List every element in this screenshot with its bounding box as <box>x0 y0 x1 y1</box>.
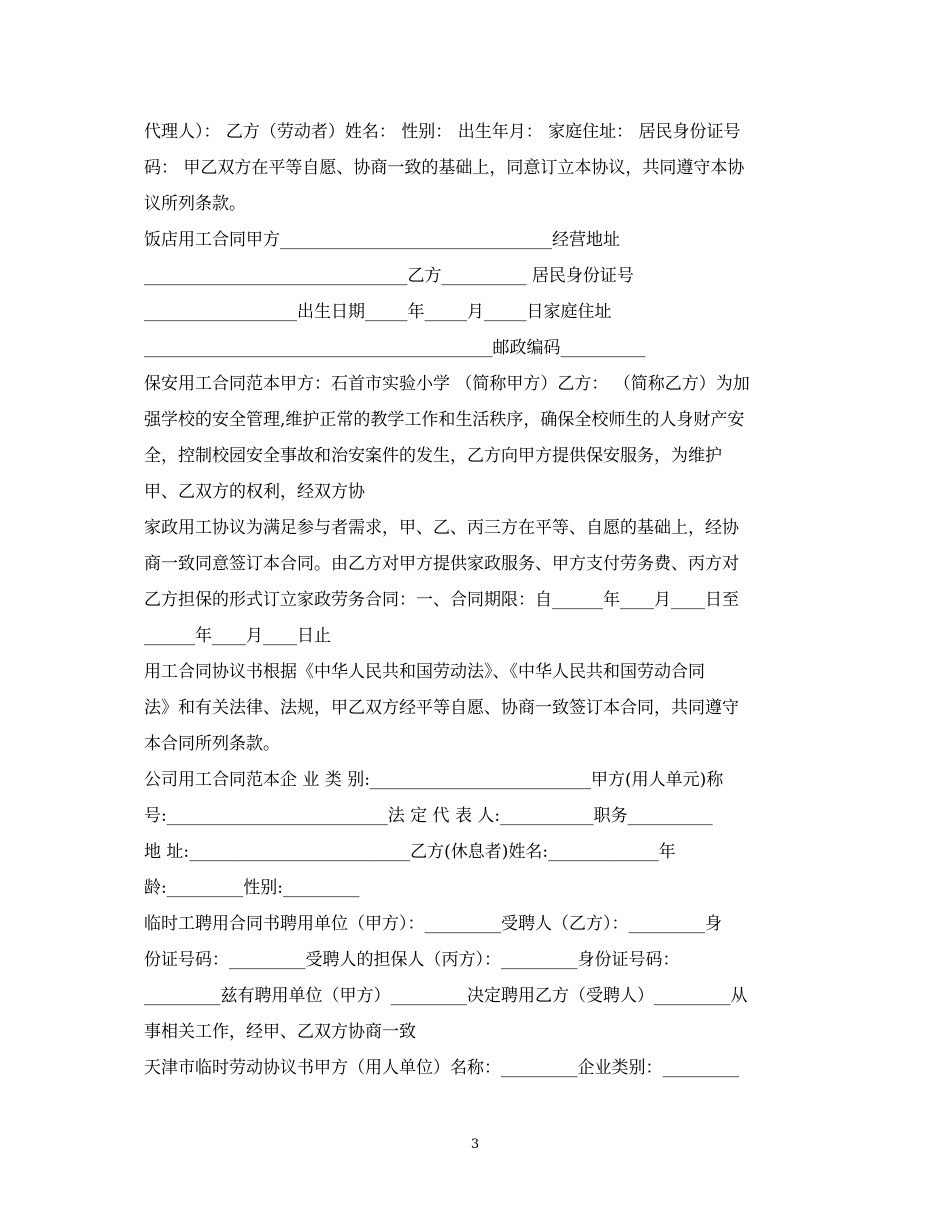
document-body <box>144 114 824 1086</box>
text-line: 全，控制校园安全事故和治安案件的发生，乙方向甲方提供保安服务，为维护 <box>144 446 722 466</box>
text-line: 保安用工合同范本甲方：石首市实验小学 （简称甲方）乙方： （简称乙方）为加 <box>144 374 750 394</box>
text-line: 地 址:__________________________乙方(休息者)姓名:_____________年 <box>144 842 676 862</box>
text-line: 家政用工协议为满足参与者需求，甲、乙、丙三方在平等、自愿的基础上，经协 <box>144 518 739 538</box>
text-line: _______________________________乙方__________ 居民身份证号 <box>144 266 634 286</box>
text-line: 商一致同意签订本合同。由乙方对甲方提供家政服务、甲方支付劳务费、丙方对 <box>144 554 739 574</box>
text-line: 甲、乙双方的权利，经双方协 <box>144 482 365 502</box>
text-line: ______年____月____日止 <box>144 626 331 646</box>
text-line: 事相关工作，经甲、乙双方协商一致 <box>144 1022 416 1042</box>
text-line: 公司用工合同范本企 业 类 别:__________________________甲方(用人单元)称 <box>144 770 724 790</box>
text-line: 用工合同协议书根据《中华人民共和国劳动法》、《中华人民共和国劳动合同 <box>144 662 705 682</box>
text-line: 议所列条款。 <box>144 194 246 214</box>
text-line: 龄:_________性别:_________ <box>144 878 360 898</box>
text-line: 法》和有关法律、法规，甲乙双方经平等自愿、协商一致签订本合同，共同遵守 <box>144 698 739 718</box>
text-line: 号:__________________________法 定 代 表 人:___________职务__________ <box>144 806 713 826</box>
text-line: 强学校的安全管理,维护正常的教学工作和生活秩序，确保全校师生的人身财产安 <box>144 410 745 430</box>
text-line: _________兹有聘用单位（甲方）_________决定聘用乙方（受聘人）_________从 <box>144 986 748 1006</box>
text-line: 临时工聘用合同书聘用单位（甲方）：_________受聘人（乙方）：_________身 <box>144 914 722 934</box>
text-line: _________________________________________邮政编码__________ <box>144 338 646 358</box>
text-line: 份证号码：_________受聘人的担保人（丙方）：_________身份证号码： <box>144 950 680 970</box>
text-line: 码： 甲乙双方在平等自愿、协商一致的基础上，同意订立本协议，共同遵守本协 <box>144 158 745 178</box>
text-line: 饭店用工合同甲方________________________________经营地址 <box>144 230 620 250</box>
text-line: 本合同所列条款。 <box>144 734 280 754</box>
text-line: __________________出生日期_____年_____月_____日家庭住址 <box>144 302 612 322</box>
text-line: 乙方担保的形式订立家政劳务合同：一、合同期限：自______年____月____日至 <box>144 590 739 610</box>
text-line: 天津市临时劳动协议书甲方（用人单位）名称：_________企业类别：_________ <box>144 1058 739 1078</box>
text-line: 代理人）： 乙方（劳动者）姓名： 性别： 出生年月： 家庭住址： 居民身份证号 <box>144 122 741 142</box>
page-number: 3 <box>470 1137 480 1152</box>
